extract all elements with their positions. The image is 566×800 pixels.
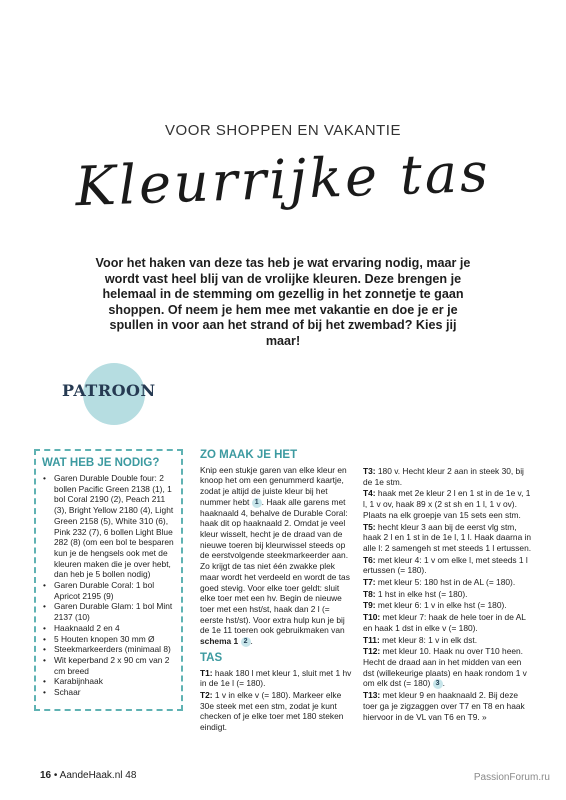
step-row (200, 690, 355, 733)
step-text: met kleur 8: 1 v in elk dst. (382, 634, 478, 645)
step-row (363, 589, 533, 600)
page-title: Kleurrijke tas (74, 140, 492, 219)
kicker-heading: VOOR SHOPPEN EN VAKANTIE (165, 122, 401, 139)
step-text: met kleur 4: 1 v om elke l, met steeds 1 l ertussen (= 180). (363, 554, 528, 576)
instructions-column-2 (363, 466, 533, 723)
photo-reference-badge: 3 (433, 679, 443, 689)
step-label: T8: (363, 588, 376, 599)
step-label: T5: (363, 521, 376, 532)
footer-bullet: • (53, 770, 58, 781)
photo-reference-badge: 1 (252, 498, 262, 508)
step-row (200, 668, 355, 689)
watermark: PassionForum.ru (473, 772, 550, 783)
step-row (363, 646, 533, 689)
tas-heading: TAS (200, 651, 223, 664)
zomaak-text-b: . Haak alle garens met haaknaald 4, behalve de Durable Coral: haak dit op haaknaald 2. Omdat je veel kleur wisselt, hecht je de draad van de nieuwe toeren bij kleurwissel steeds op de eerstvolgende steekmarkeerder aan. Zo krijgt de tas niet één zwakke plek maar wordt het verdeeld en wordt de tas goed stevig. Voor elke toer geldt: sluit elke toer met een hv. Begin de nieuwe toer met een hst/st, haak dan 2 l (= eerste hst/st). Voor extra hulp kun je bij de 1e 11 toeren ook gebruikmaken van (200, 496, 350, 636)
step-label: T10: (363, 612, 381, 623)
materials-list (42, 473, 175, 698)
step-label: T1: (200, 667, 213, 678)
step-text: 1 v in elke v (= 180). Markeer elke 30e steek met een stm, zodat je kunt checken of je elke toer met 180 steken eindigt. (200, 689, 344, 733)
step-label: T6: (363, 554, 376, 565)
step-text: hecht kleur 3 aan bij de eerst vlg stm, haak 2 l en 1 st in de 1e l, 1 l. Haak daarna in alle l: 2 samengeh st met steeds 1 l ertussen. (363, 521, 532, 553)
materials-item: • Steekmarkeerders (minimaal 8) (52, 644, 175, 655)
step-label: T13: (363, 690, 381, 701)
step-text: 180 v. Hecht kleur 2 aan in steek 30, bij de 1e stm. (363, 466, 524, 487)
materials-item: • Wit keperband 2 x 90 cm van 2 cm breed (52, 655, 175, 676)
page-number: 16 (40, 770, 52, 781)
zomaak-paragraph (200, 465, 355, 647)
zomaak-text-c: . (250, 636, 253, 647)
schema-reference: schema 1 (200, 636, 239, 647)
step-row (363, 488, 533, 520)
step-label: T4: (363, 488, 376, 499)
footer-folio (40, 770, 136, 781)
intro-paragraph: Voor het haken van deze tas heb je wat ervaring nodig, maar je wordt vast heel blij van de vrolijke kleuren. Deze brengen je helemaal in de stemming om gezellig in het zonnetje te gaan shoppen. Of neem je hem mee met vakantie en doe je er je spullen in voor aan het strand of bij het zwembad? Kies jij maar! (95, 256, 471, 348)
materials-item: • Garen Durable Glam: 1 bol Mint 2137 (10) (52, 601, 175, 622)
step-text: met kleur 7: haak de hele toer in de AL en haak 1 dst in elke v (= 180). (363, 612, 526, 633)
materials-item: • Haaknaald 2 en 4 (52, 623, 175, 634)
step-row (363, 600, 533, 611)
materials-item: • Garen Durable Double four: 2 bollen Pacific Green 2138 (1), 1 bol Coral 2190 (2), Peach 211 (3), Bright Yellow 2180 (4), Light Green 2158 (5), White 310 (6), Pink 232 (7), 6 bollen Light Blue 282 (8) (om een bol te besparen kun je de hengsels ook met de kleuren maken die je over hebt, dan heb je 5 bollen nodig) (52, 473, 175, 580)
materials-item: • Karabijnhaak (52, 676, 175, 687)
step-row (363, 577, 533, 588)
step-row (363, 635, 533, 646)
step-label: T7: (363, 577, 376, 588)
zomaak-text-a: Knip een stukje garen van elke kleur en knoop het om een genummerd kaartje, zodat je altijd de juiste kleur bij het nummer hebt (200, 464, 347, 507)
instructions-column-1 (200, 450, 355, 734)
patroon-label: PATROON (62, 381, 156, 400)
materials-item: • Schaar (52, 687, 175, 698)
materials-item: • 5 Houten knopen 30 mm Ø (52, 634, 175, 645)
step-text: met kleur 9 en haaknaald 2. Bij deze toer ga je zigzaggen over T7 en T8 en haak hiervoor in de VL van T6 en T9. » (363, 690, 525, 722)
step-text: met kleur 5: 180 hst in de AL (= 180). (377, 577, 516, 588)
step-label: T12: (363, 646, 381, 657)
step-row (363, 466, 533, 487)
step-text: met kleur 6: 1 v in elke hst (= 180). (377, 600, 507, 611)
materials-item: • Garen Durable Coral: 1 bol Apricot 2195 (9) (52, 580, 175, 601)
step-label: T11: (363, 634, 380, 645)
step-text: 1 hst in elke hst (= 180). (377, 588, 468, 599)
step-row (363, 555, 533, 576)
step-text: haak met 2e kleur 2 l en 1 st in de 1e v, 1 l, 1 v ov, haak 89 x (2 st sh en 1 l, 1 v ov). Plaats na elk groepje van 15 sets een stm. (363, 488, 531, 520)
step-label: T9: (363, 600, 376, 611)
magazine-name: AandeHaak.nl 48 (59, 770, 137, 781)
step-row (363, 690, 533, 722)
zomaak-heading: ZO MAAK JE HET (200, 449, 298, 461)
photo-reference-badge: 2 (241, 637, 251, 647)
materials-box (34, 449, 183, 711)
step-label: T3: (363, 466, 376, 476)
step-row (363, 522, 533, 554)
step-text-tail: . (442, 678, 445, 689)
step-label: T2: (200, 689, 213, 700)
step-text: haak 180 l met kleur 1, sluit met 1 hv in de 1e l (= 180). (200, 667, 352, 689)
step-text: met kleur 10. Haak nu over T10 heen. Hecht de draad aan in het midden van een dst (willekeurige plaats) en haak rondom 1 v om elk dst (= 180) (363, 646, 527, 689)
step-row (363, 612, 533, 633)
materials-heading: WAT HEB JE NODIG? (42, 457, 160, 469)
